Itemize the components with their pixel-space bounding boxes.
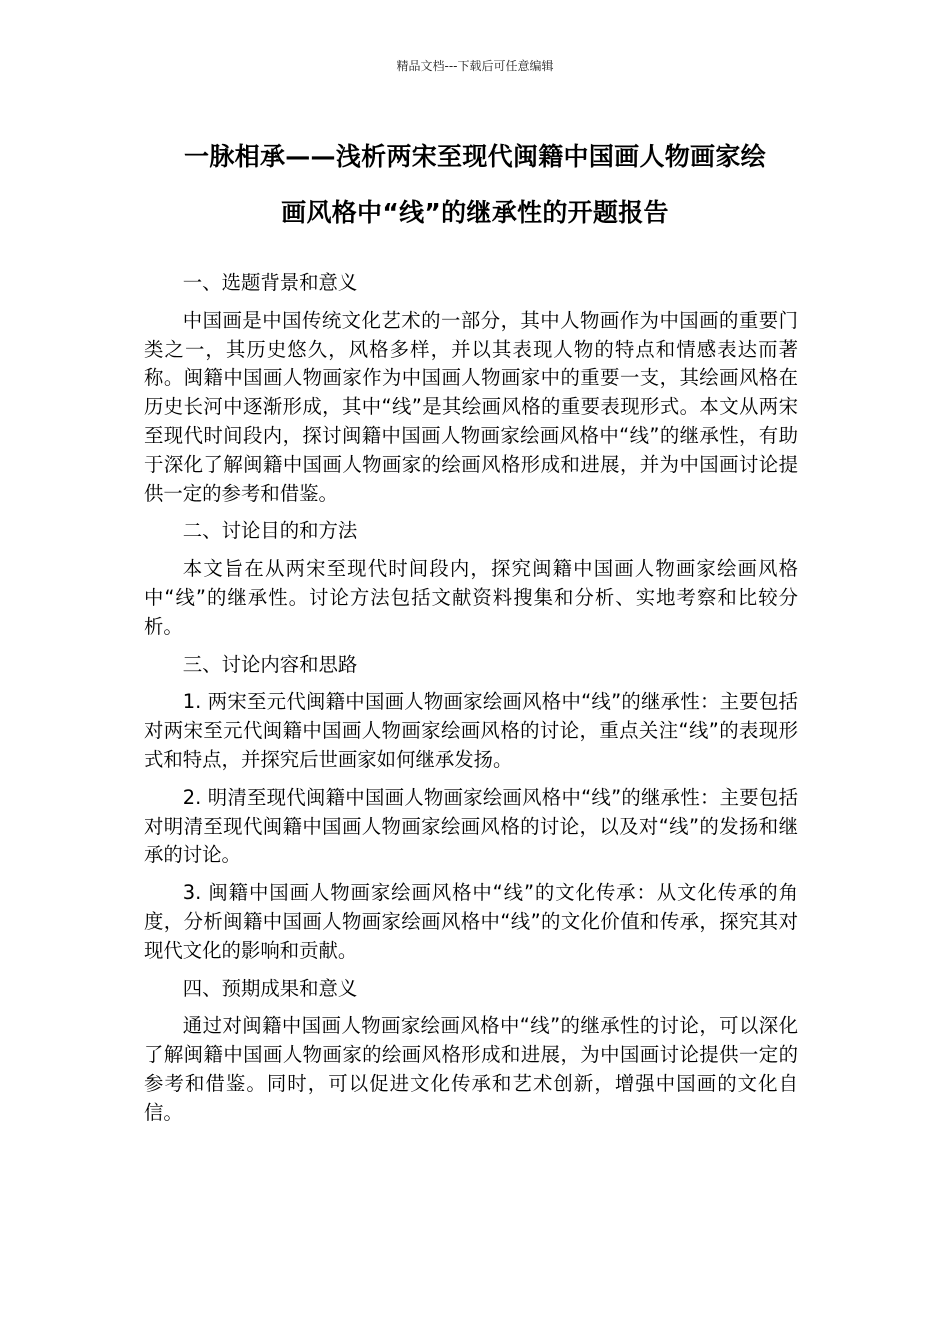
document-body (144, 269, 798, 1137)
section-1-paragraph: 中国画是中国传统文化艺术的一部分，其中人物画作为中国画的重要门类之一，其历史悠久，风格多样，并以其表现人物的特点和情感表达而著称。闽籍中国画人物画家作为中国画人物画家中的重要一支，其绘画风格在历史长河中逐渐形成，其中“线”是其绘画风格的重要表现形式。本文从两宋至现代时间段内，探讨闽籍中国画人物画家绘画风格中“线”的继承性，有助于深化了解闽籍中国画人物画家的绘画风格形成和进展，并为中国画讨论提供一定的参考和借鉴。 (144, 308, 798, 505)
section-4-paragraph: 通过对闽籍中国画人物画家绘画风格中“线”的继承性的讨论，可以深化了解闽籍中国画人物画家的绘画风格形成和进展，为中国画讨论提供一定的参考和借鉴。同时，可以促进文化传承和艺术创新，增强中国画的文化自信。 (144, 1014, 798, 1124)
section-4-heading: 四、预期成果和意义 (182, 976, 358, 1000)
section-2-heading: 二、讨论目的和方法 (182, 519, 358, 543)
section-1-heading: 一、选题背景和意义 (182, 271, 358, 294)
section-3-item-2: 2. 明清至现代闽籍中国画人物画家绘画风格中“线”的继承性：主要包括对明清至现代闽籍中国画人物画家绘画风格的讨论，以及对“线”的发扬和继承的讨论。 (144, 785, 798, 867)
section-3-item-3: 3. 闽籍中国画人物画家绘画风格中“线”的文化传承：从文化传承的角度，分析闽籍中国画人物画家绘画风格中“线”的文化价值和传承，探究其对现代文化的影响和贡献。 (144, 881, 798, 962)
section-3-heading: 三、讨论内容和思路 (182, 652, 358, 676)
section-2-paragraph: 本文旨在从两宋至现代时间段内，探究闽籍中国画人物画家绘画风格中“线”的继承性。讨论方法包括文献资料搜集和分析、实地考察和比较分析。 (144, 557, 798, 638)
document-title-line-1: 一脉相承——浅析两宋至现代闽籍中国画人物画家绘 (184, 142, 766, 171)
section-3-item-1: 1. 两宋至元代闽籍中国画人物画家绘画风格中“线”的继承性：主要包括对两宋至元代闽籍中国画人物画家绘画风格的讨论，重点关注“线”的表现形式和特点，并探究后世画家如何继承发扬。 (144, 690, 798, 771)
document-title-line-2: 画风格中“线”的继承性的开题报告 (281, 198, 669, 227)
header-note: 精品文档---下载后可任意编辑 (396, 59, 554, 73)
